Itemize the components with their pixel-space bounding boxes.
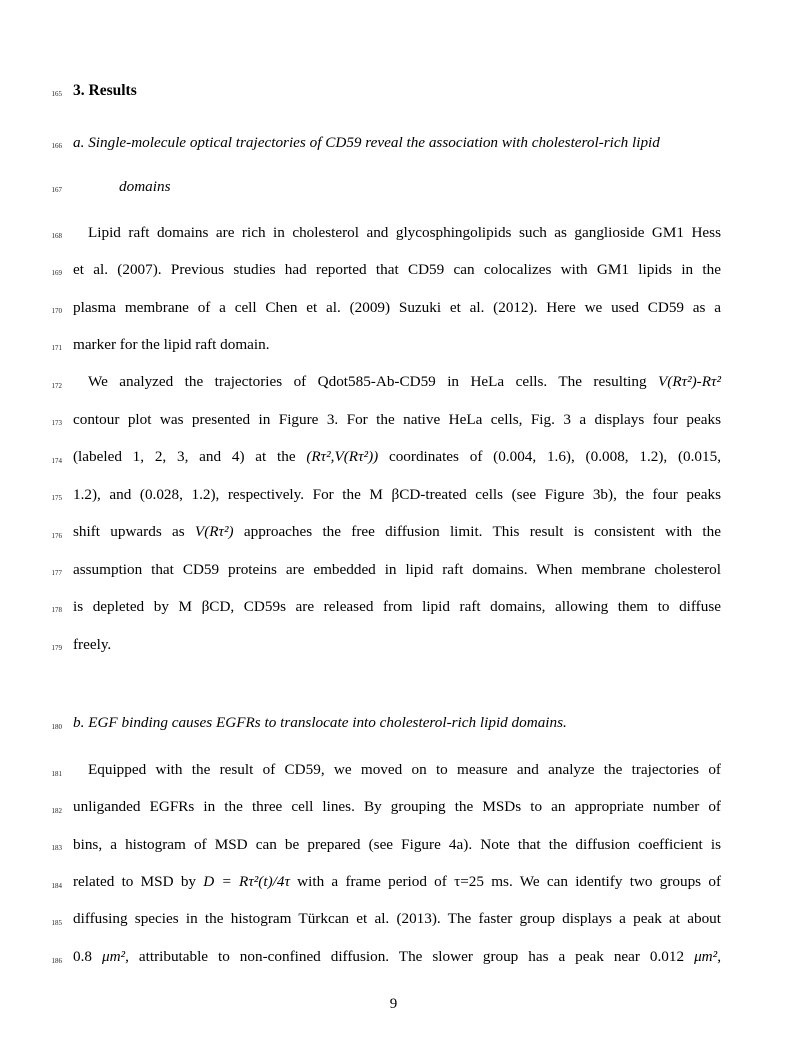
line-number: 167	[51, 186, 62, 194]
paragraph-line	[73, 373, 721, 391]
line-text: with a frame period of τ=25 ms. We can identify two groups of	[289, 873, 722, 890]
line-text: shift upwards as	[73, 523, 195, 540]
line-text: ,	[717, 948, 722, 965]
math-expression: V(Rτ²)-Rτ²	[658, 373, 721, 390]
paragraph-line	[73, 873, 721, 891]
line-number: 181	[51, 770, 62, 778]
paragraph-line	[73, 948, 721, 966]
line-number: 177	[51, 569, 62, 577]
line-text: coordinates of (0.004, 1.6), (0.008, 1.2), (0.015,	[378, 448, 721, 465]
math-expression: (Rτ²,V(Rτ²))	[306, 448, 379, 465]
line-number: 176	[51, 532, 62, 540]
line-number: 183	[51, 844, 62, 852]
paragraph-line	[73, 448, 721, 466]
paragraph-line: 1.2), and (0.028, 1.2), respectively. For the M βCD-treated cells (see Figure 3b), the four peaks	[73, 486, 721, 503]
page-number: 9	[389, 996, 398, 1012]
line-number: 184	[51, 882, 62, 890]
paragraph-line: contour plot was presented in Figure 3. For the native HeLa cells, Fig. 3 a displays four peaks	[73, 411, 721, 428]
line-text: , attributable to non-confined diffusion. The slower group has a peak near 0.012	[125, 948, 695, 965]
paragraph-line: et al. (2007). Previous studies had reported that CD59 can colocalizes with GM1 lipids in the	[73, 261, 721, 278]
math-expression: μm²	[694, 948, 718, 965]
line-text: approaches the free diffusion limit. This result is consistent with the	[233, 523, 721, 540]
paragraph-line: marker for the lipid raft domain.	[73, 336, 270, 353]
line-number: 171	[51, 344, 62, 352]
line-number: 166	[51, 142, 62, 150]
line-number: 169	[51, 269, 62, 277]
paragraph-line: bins, a histogram of MSD can be prepared (see Figure 4a). Note that the diffusion coefficient is	[73, 836, 721, 853]
line-number: 165	[51, 90, 62, 98]
subsection-heading-a: a. Single-molecule optical trajectories of CD59 reveal the association with cholesterol-rich lipid	[73, 134, 660, 151]
paragraph-line: plasma membrane of a cell Chen et al. (2009) Suzuki et al. (2012). Here we used CD59 as a	[73, 299, 721, 316]
math-expression: μm²	[101, 948, 126, 965]
paragraph-line: Equipped with the result of CD59, we moved on to measure and analyze the trajectories of	[88, 761, 721, 778]
paragraph-line	[73, 523, 721, 541]
line-text: related to MSD by	[73, 873, 204, 890]
paragraph-line: unliganded EGFRs in the three cell lines. By grouping the MSDs to an appropriate number of	[73, 798, 721, 815]
line-number: 170	[51, 307, 62, 315]
line-text: We analyzed the trajectories of Qdot585-Ab-CD59 in HeLa cells. The resulting	[88, 373, 659, 390]
paragraph-line: is depleted by M βCD, CD59s are released from lipid raft domains, allowing them to diffuse	[73, 598, 721, 615]
line-number: 178	[51, 606, 62, 614]
subsection-heading-b: b. EGF binding causes EGFRs to translocate into cholesterol-rich lipid domains.	[73, 714, 567, 731]
math-expression: D = Rτ²(t)/4τ	[203, 873, 290, 890]
line-text: 0.8	[73, 948, 102, 965]
paragraph-line: diffusing species in the histogram Türkcan et al. (2013). The faster group displays a peak at about	[73, 910, 721, 927]
paragraph-line: freely.	[73, 636, 112, 653]
line-text: (labeled 1, 2, 3, and 4) at the	[73, 448, 307, 465]
line-number: 179	[51, 644, 62, 652]
line-number: 175	[51, 494, 62, 502]
line-number: 168	[51, 232, 62, 240]
subsection-heading-a-cont: domains	[119, 178, 171, 195]
line-number: 185	[51, 919, 62, 927]
line-number: 172	[51, 382, 62, 390]
paragraph-line: assumption that CD59 proteins are embedded in lipid raft domains. When membrane cholesterol	[73, 561, 721, 578]
line-number: 173	[51, 419, 62, 427]
section-heading: 3. Results	[73, 82, 137, 99]
math-expression: V(Rτ²)	[194, 523, 234, 540]
line-number: 180	[51, 723, 62, 731]
paragraph-line: Lipid raft domains are rich in cholesterol and glycosphingolipids such as ganglioside GM1 Hess	[88, 224, 721, 241]
line-number: 182	[51, 807, 62, 815]
line-number: 186	[51, 957, 62, 965]
line-number: 174	[51, 457, 62, 465]
